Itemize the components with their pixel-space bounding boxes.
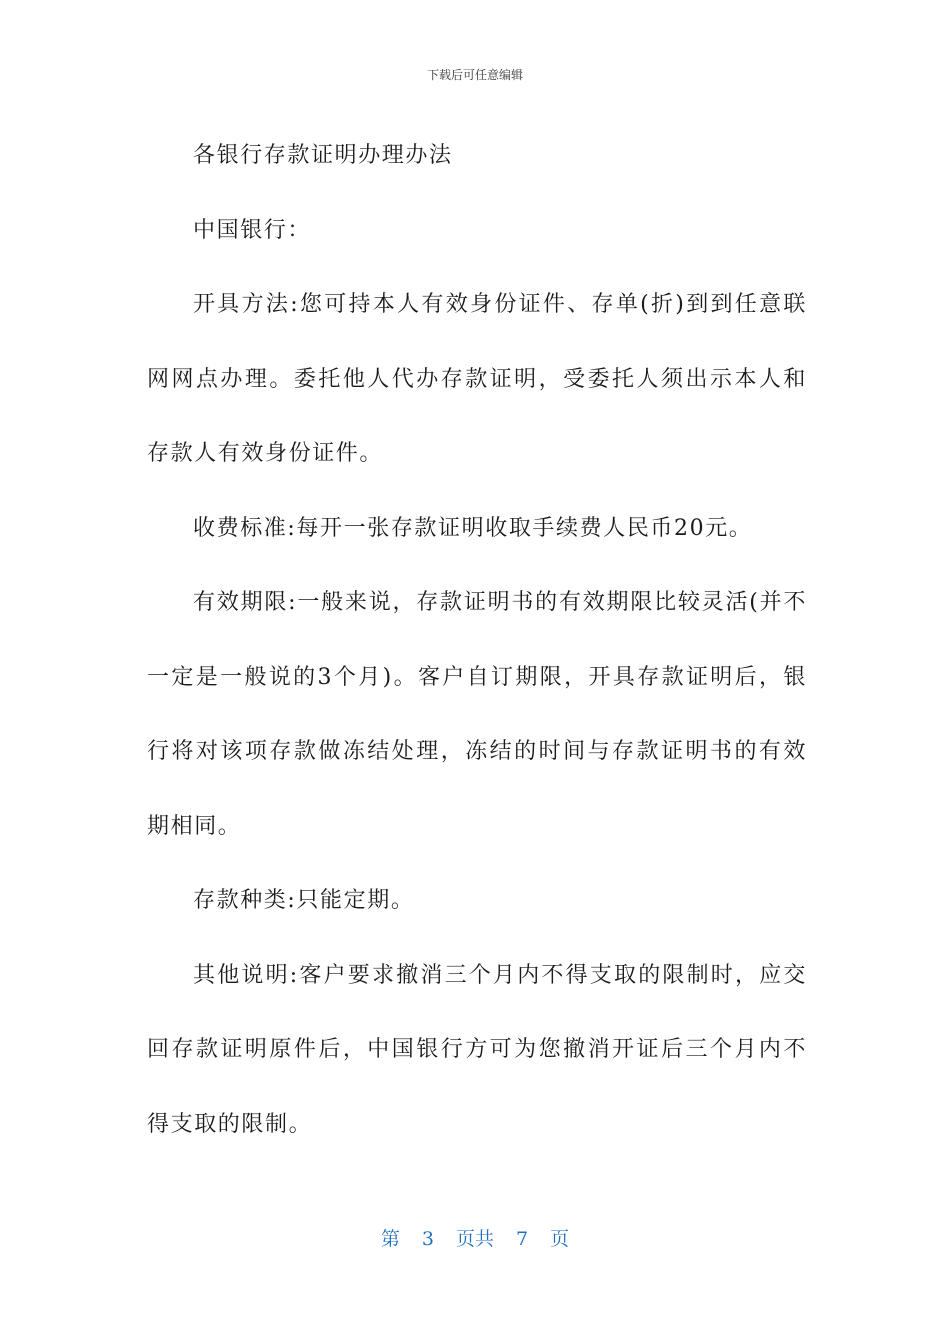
paragraph-method: 开具方法:您可持本人有效身份证件、存单(折)到到任意联网网点办理。委托他人代办存款证明，受委托人须出示本人和存款人有效身份证件。: [147, 292, 807, 466]
page-header-note: 下载后可任意编辑: [426, 68, 523, 82]
footer-total-pages: 7: [516, 1228, 529, 1250]
paragraph-validity: 有效期限:一般来说，存款证明书的有效期限比较灵活(并不一定是一般说的3个月)。客户自订期限，开具存款证明后，银行将对该项存款做冻结处理，冻结的时间与存款证明书的有效期相同。: [147, 590, 807, 839]
footer-prefix: 第: [380, 1228, 400, 1250]
paragraph-deposit-type: 存款种类:只能定期。: [193, 888, 415, 913]
document-body: [147, 119, 807, 1162]
section-heading: 中国银行：: [193, 217, 312, 243]
page-footer: [0, 1224, 950, 1251]
footer-current-page: 3: [421, 1228, 434, 1250]
document-title: 各银行存款证明办理办法: [193, 143, 453, 168]
footer-suffix: 页: [550, 1228, 570, 1250]
footer-middle: 页共: [455, 1228, 494, 1250]
paragraph-fee: 收费标准:每开一张存款证明收取手续费人民币20元。: [193, 515, 753, 541]
paragraph-other-notes: 其他说明:客户要求撤消三个月内不得支取的限制时，应交回存款证明原件后，中国银行方可为您撤消开证后三个月内不得支取的限制。: [147, 962, 807, 1137]
